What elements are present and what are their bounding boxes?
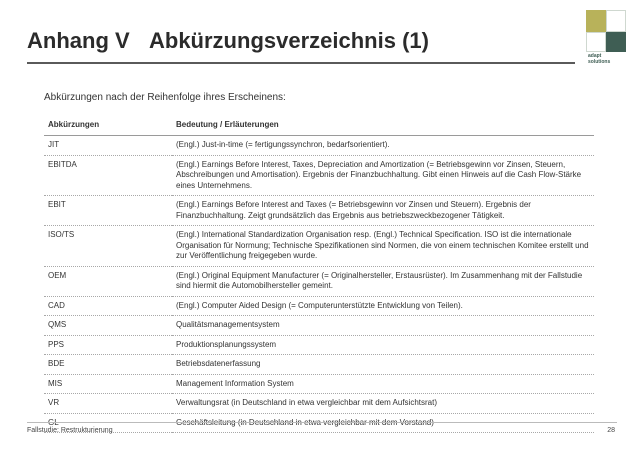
abbreviation-cell: BDE <box>44 355 172 375</box>
meaning-cell: Geschäftsleitung (in Deutschland in etwa vergleichbar mit dem Vorstand) <box>172 413 594 433</box>
table-row <box>44 155 594 196</box>
company-logo <box>586 10 630 66</box>
abbreviation-cell: QMS <box>44 316 172 336</box>
column-header-abbreviations: Abkürzungen <box>44 117 172 136</box>
table-row <box>44 316 594 336</box>
abbreviation-cell: OEM <box>44 266 172 296</box>
logo-line-2: solutions <box>588 59 611 65</box>
table-row <box>44 196 594 226</box>
abbreviation-cell: VR <box>44 394 172 414</box>
footer-document-title: Fallstudie: Restrukturierung <box>27 427 113 434</box>
abbreviation-cell: EBITDA <box>44 155 172 196</box>
meaning-cell: Verwaltungsrat (in Deutschland in etwa vergleichbar mit dem Aufsichtsrat) <box>172 394 594 414</box>
meaning-cell: Produktionsplanungssystem <box>172 335 594 355</box>
intro-text: Abkürzungen nach der Reihenfolge ihres Erscheinens: <box>44 92 286 103</box>
table-row <box>44 394 594 414</box>
table-row <box>44 226 594 267</box>
title-text: Abkürzungsverzeichnis (1) <box>149 28 429 53</box>
meaning-cell: (Engl.) Earnings Before Interest and Taxes (= Betriebsgewinn vor Zinsen und Steuern). Ergebnis der Finanzbuchhaltung. Zeigt grundsätzlich das Ergebnis aus betriebszweckbezogener Tätigkeit. <box>172 196 594 226</box>
table-row <box>44 355 594 375</box>
title-divider <box>27 62 575 64</box>
abbreviation-cell: PPS <box>44 335 172 355</box>
column-header-meaning: Bedeutung / Erläuterungen <box>172 117 594 136</box>
appendix-label: Anhang V <box>27 28 130 53</box>
meaning-cell: (Engl.) Computer Aided Design (= Computerunterstützte Entwicklung von Teilen). <box>172 296 594 316</box>
abbreviation-table <box>44 117 594 433</box>
abbreviation-cell: JIT <box>44 136 172 156</box>
meaning-cell: Betriebsdatenerfassung <box>172 355 594 375</box>
meaning-cell: (Engl.) Earnings Before Interest, Taxes, Depreciation and Amortization (= Betriebsgewinn vor Zinsen, Steuern, Abschreibungen und Amortisation). Ergebnis der Finanzbuchhaltung. Gibt einen Hinweis auf die Cash Flow-Stärke eines Unternehmens. <box>172 155 594 196</box>
abbreviation-cell: EBIT <box>44 196 172 226</box>
logo-line-1: adapt <box>588 53 602 59</box>
meaning-cell: Qualitätsmanagementsystem <box>172 316 594 336</box>
page-title <box>27 28 429 54</box>
footer-divider <box>27 422 617 423</box>
meaning-cell: (Engl.) Original Equipment Manufacturer (= Originalhersteller, Erstausrüster). Im Zusammenhang mit der Fallstudie sind hiermit die Automobilhersteller gemeint. <box>172 266 594 296</box>
table-row <box>44 136 594 156</box>
logo-wordmark <box>588 53 610 65</box>
page-number: 28 <box>607 427 615 434</box>
table-row <box>44 266 594 296</box>
table-header-row <box>44 117 594 136</box>
logo-square-green <box>606 32 626 52</box>
table-row <box>44 335 594 355</box>
abbreviation-cell: ISO/TS <box>44 226 172 267</box>
table-row <box>44 296 594 316</box>
table-row <box>44 374 594 394</box>
abbreviation-cell: GL <box>44 413 172 433</box>
meaning-cell: (Engl.) Just-in-time (= fertigungssynchron, bedarfsorientiert). <box>172 136 594 156</box>
abbreviation-cell: MIS <box>44 374 172 394</box>
logo-square-white-bottom <box>586 32 606 52</box>
logo-square-olive <box>586 10 606 32</box>
meaning-cell: (Engl.) International Standardization Organisation resp. (Engl.) Technical Specification. ISO ist die internationale Organisation für Normung; Technische Spezifikationen sind Normen, die von einem technischen Komitee erstellt und zur Veröffentlichung freigegeben wurde. <box>172 226 594 267</box>
abbreviation-cell: CAD <box>44 296 172 316</box>
logo-square-white-top <box>606 10 626 32</box>
meaning-cell: Management Information System <box>172 374 594 394</box>
